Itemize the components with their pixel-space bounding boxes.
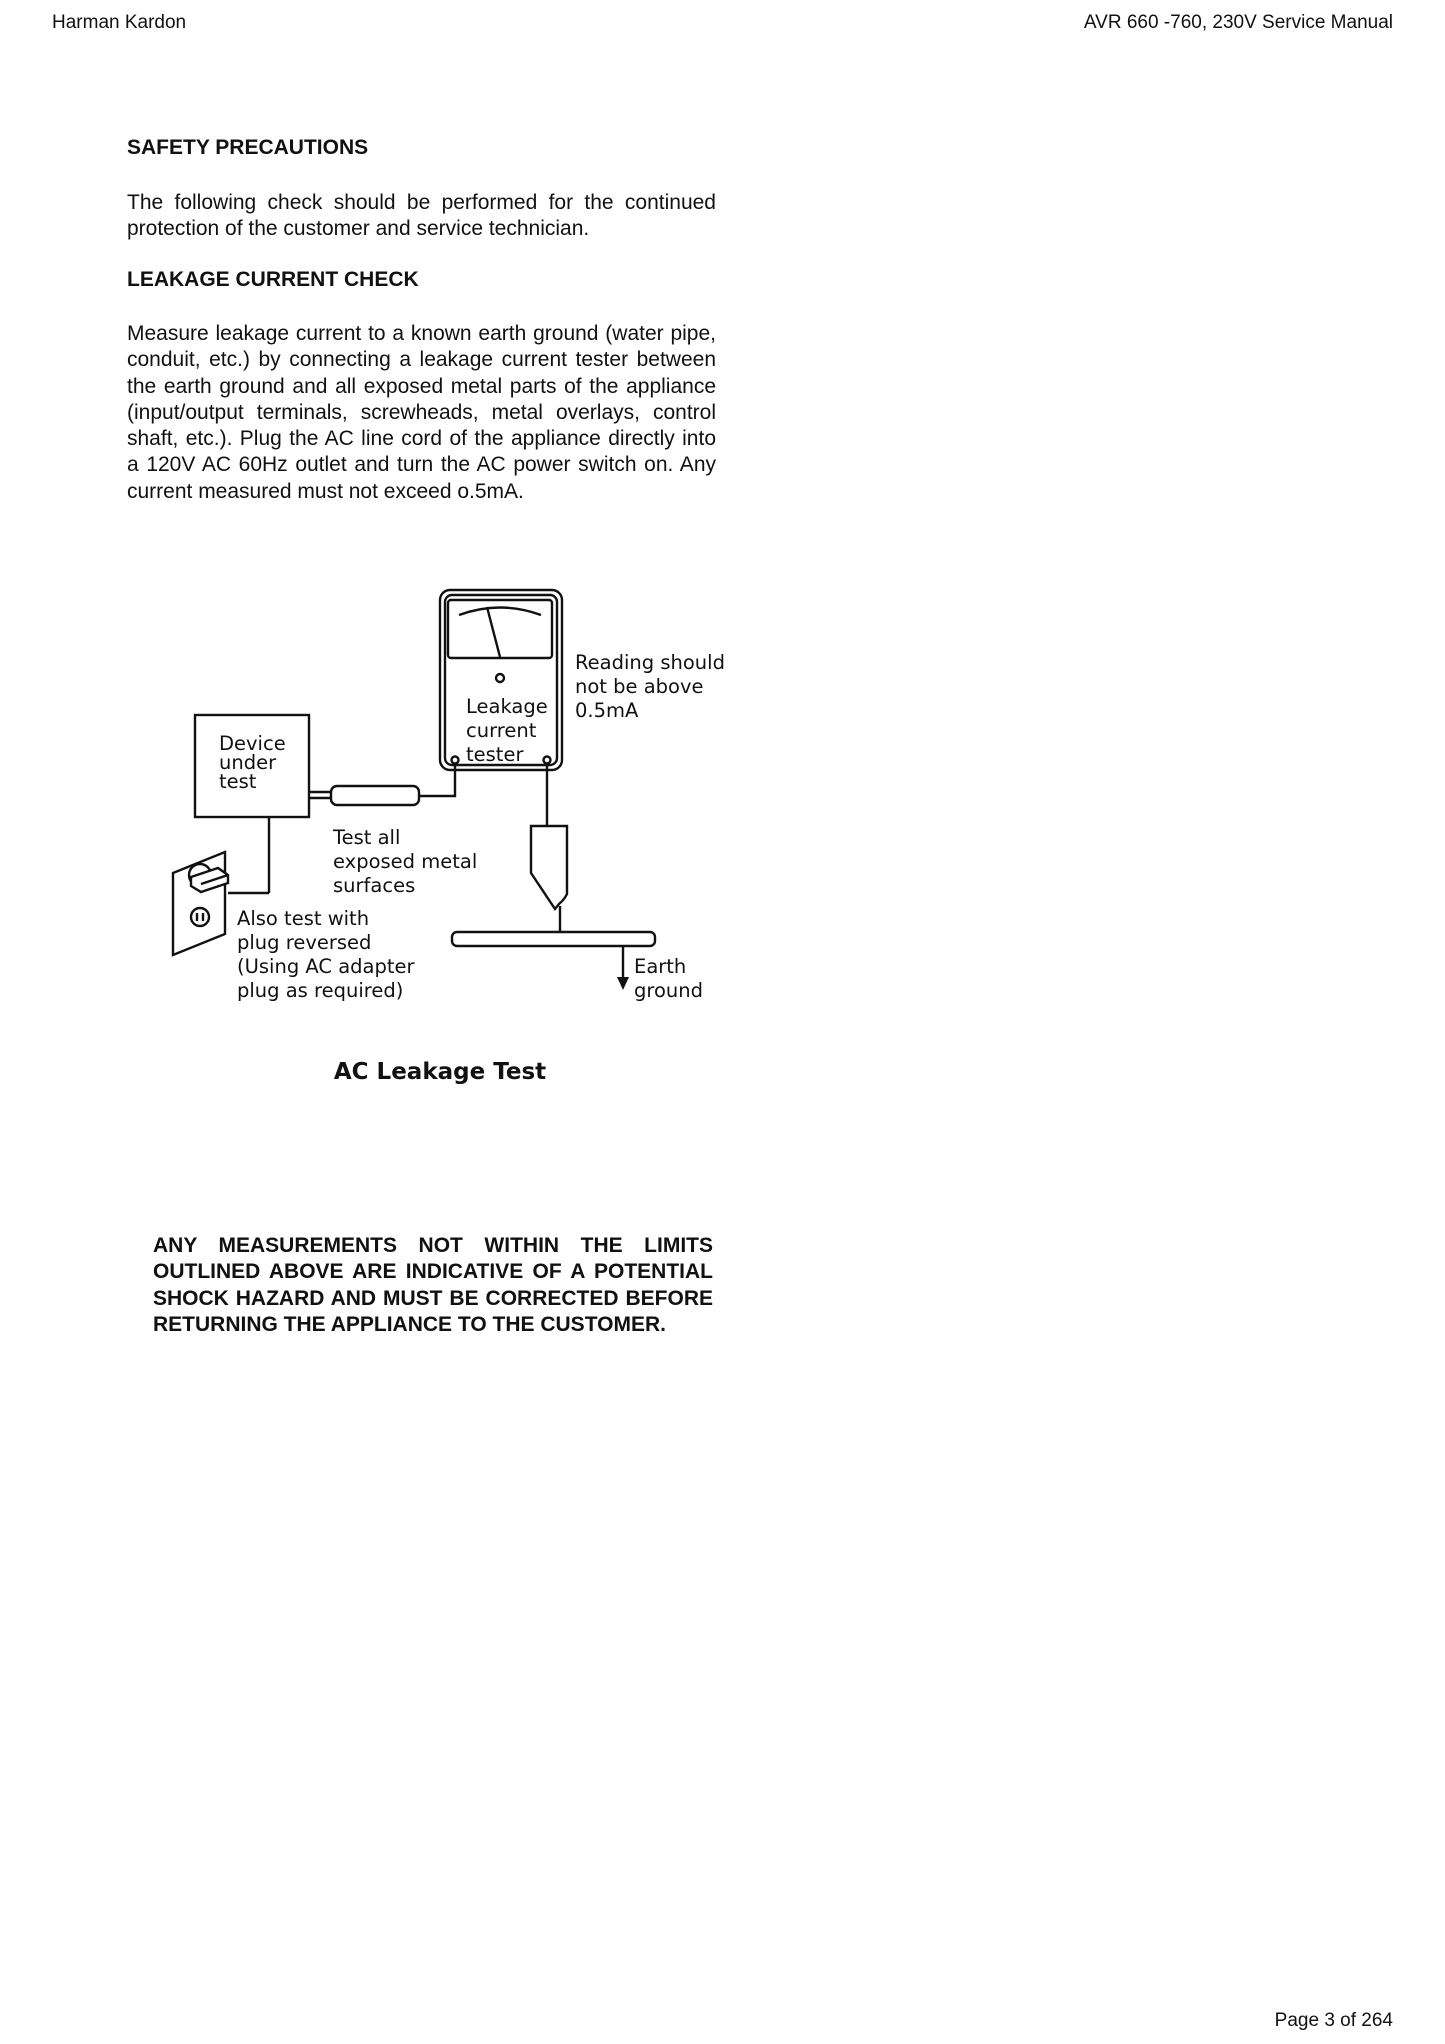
device-label: Device under test bbox=[219, 732, 286, 793]
safety-paragraph: The following check should be performed for the continued protection of the customer and service technician. bbox=[127, 191, 716, 241]
safety-warning: ANY MEASUREMENTS NOT WITHIN THE LIMITS OUTLINED ABOVE ARE INDICATIVE OF A POTENTIAL SHOCK HAZARD AND MUST BE CORRECTED BEFORE RETURNING THE APPLIANCE TO THE CUSTOMER. bbox=[153, 1234, 713, 1336]
page-number: Page 3 of 264 bbox=[1274, 2010, 1393, 2031]
safety-heading: SAFETY PRECAUTIONS bbox=[127, 136, 369, 159]
header-right-title: AVR 660 -760, 230V Service Manual bbox=[1083, 12, 1393, 33]
ground-clip bbox=[531, 826, 567, 909]
test-surfaces-label: Test all exposed metal surfaces bbox=[333, 826, 478, 897]
earth-ground-bar bbox=[452, 932, 655, 946]
plug-reversed-label: Also test with plug reversed (Using AC adapter plug as required) bbox=[237, 907, 415, 1002]
leakage-heading: LEAKAGE CURRENT CHECK bbox=[127, 268, 419, 291]
ac-leakage-test-figure bbox=[160, 580, 730, 1100]
wall-outlet bbox=[173, 852, 228, 955]
leakage-paragraph: Measure leakage current to a known earth ground (water pipe, conduit, etc.) by connecting a leakage current tester between the earth ground and all exposed metal parts of the appliance (input/output terminals, screwheads, metal overlays, control shaft, etc.). Plug the AC line cord of the appliance directly into a 120V AC 60Hz outlet and turn the AC power switch on. Any current measured must not exceed o.5mA. bbox=[127, 322, 716, 503]
test-probe bbox=[331, 786, 419, 805]
reading-label: Reading should not be above 0.5mA bbox=[575, 651, 725, 722]
tester-label: Leakage current tester bbox=[466, 695, 548, 766]
figure-caption: AC Leakage Test bbox=[333, 1059, 547, 1085]
earth-ground-label: Earth ground bbox=[634, 955, 703, 1002]
header-left-brand: Harman Kardon bbox=[52, 12, 187, 33]
